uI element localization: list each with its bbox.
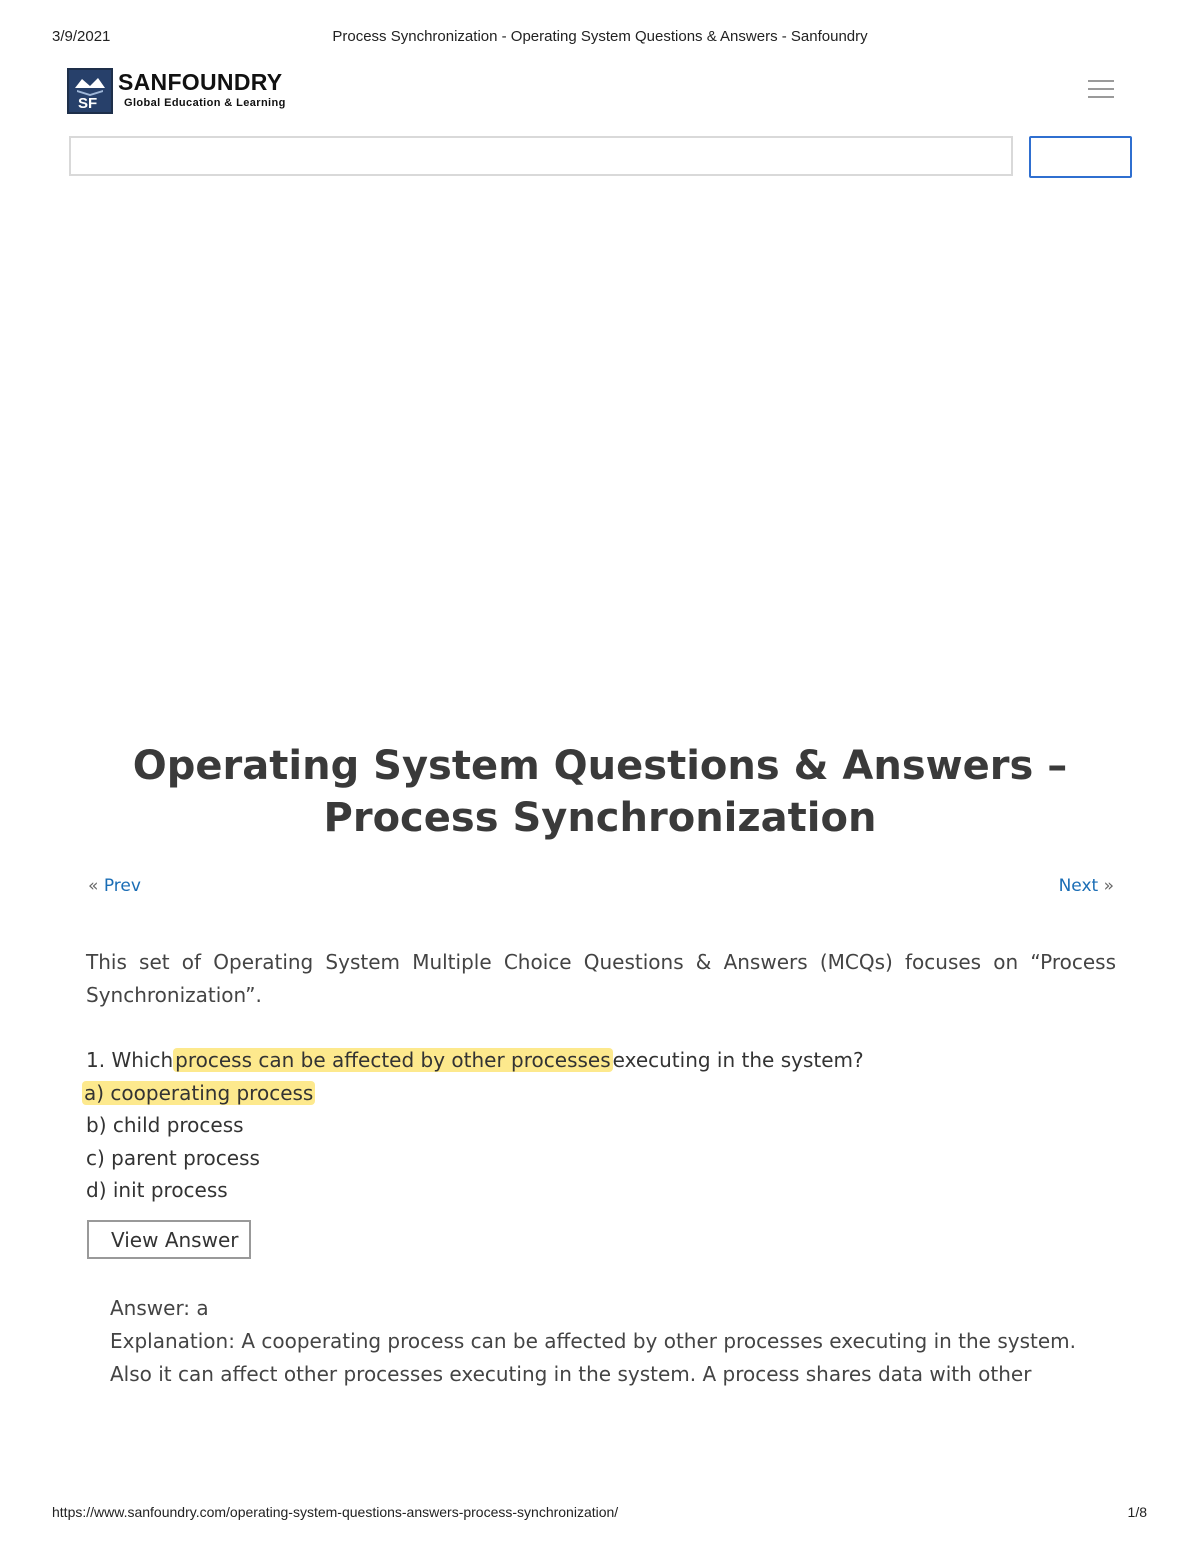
option-b: b) child process	[86, 1113, 244, 1137]
prev-label: Prev	[103, 876, 141, 896]
question-text	[86, 1044, 1116, 1077]
next-arrow-icon: »	[1103, 876, 1114, 896]
prev-link[interactable]	[88, 876, 141, 896]
prev-arrow-icon: «	[88, 876, 99, 896]
question-1	[86, 1044, 1116, 1207]
question-suffix: executing in the system?	[612, 1048, 864, 1072]
option-a	[86, 1077, 1116, 1110]
option-a-highlight: a) cooperating process	[84, 1080, 314, 1105]
question-highlight: process can be affected by other processes	[175, 1048, 611, 1072]
search-input[interactable]	[69, 136, 1013, 176]
next-label: Next	[1058, 876, 1099, 896]
view-answer-button[interactable]: View Answer	[87, 1220, 251, 1259]
next-link[interactable]	[1059, 876, 1114, 896]
intro-text: This set of Operating System Multiple Choice Questions & Answers (MCQs) focuses on “Process Synchronization”.	[86, 950, 1116, 1007]
site-logo[interactable]	[67, 68, 317, 116]
answer-label: Answer: a	[110, 1296, 209, 1320]
logo-tagline: Global Education & Learning	[124, 97, 286, 109]
answer-panel	[110, 1292, 1120, 1386]
question-number: 1.	[86, 1048, 106, 1072]
answer-explanation: Explanation: A cooperating process can be affected by other processes executing in the system. Also it can affect other processes executing in the system. A process shares data with other	[110, 1329, 1076, 1386]
print-page-number: 1/8	[1127, 1504, 1147, 1520]
hamburger-menu-icon[interactable]	[1088, 80, 1114, 100]
page-title: Operating System Questions & Answers – Process Synchronization	[132, 743, 1068, 841]
logo-badge-icon	[67, 68, 113, 114]
print-date: 3/9/2021	[52, 28, 111, 45]
option-d: d) init process	[86, 1178, 228, 1202]
print-page-title: Process Synchronization - Operating System Questions & Answers - Sanfoundry	[332, 28, 868, 45]
logo-name: SANFOUNDRY	[118, 69, 283, 95]
print-header	[0, 28, 1200, 50]
print-footer	[0, 1504, 1200, 1524]
print-url: https://www.sanfoundry.com/operating-system-questions-answers-process-synchronization/	[52, 1504, 619, 1520]
logo-badge-text: SF	[78, 95, 98, 112]
search-button[interactable]	[1029, 136, 1132, 178]
option-c: c) parent process	[86, 1145, 260, 1170]
question-prefix: Which	[111, 1048, 174, 1072]
